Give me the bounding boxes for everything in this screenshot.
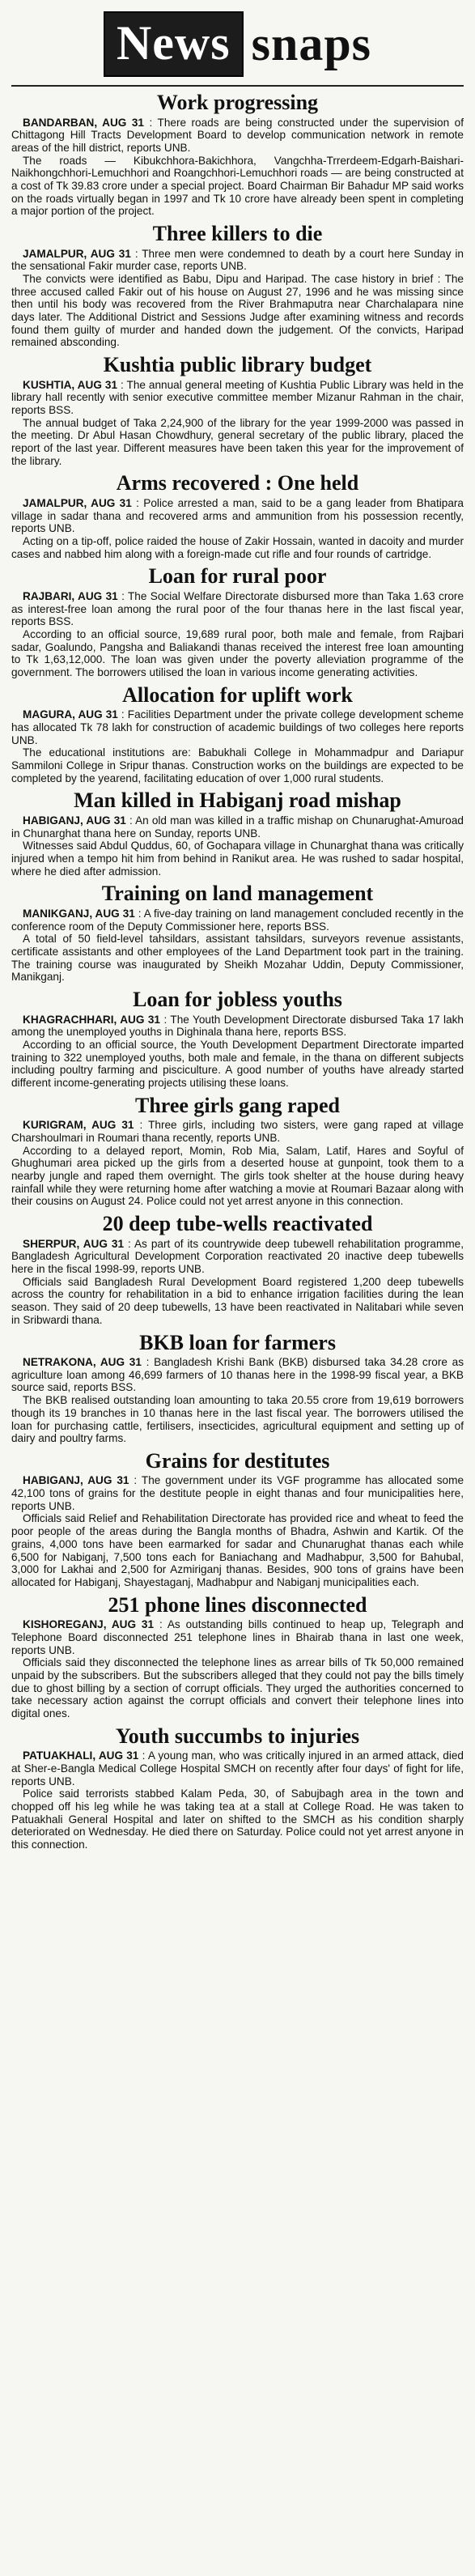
- story-headline: Man killed in Habiganj road mishap: [74, 789, 401, 813]
- story-headline: Youth succumbs to injuries: [115, 1724, 360, 1748]
- story-paragraph: According to an official source, the Youth Development Department Directorate imparted training to 322 unemployed youths, both male and female, in the thana on different subjects including poultry farming and pisciculture. A good number of youths have already started different income-generating projects utilising these loans.: [11, 1039, 464, 1090]
- story-headline: Grains for destitutes: [145, 1448, 330, 1473]
- story-paragraph: SHERPUR, AUG 31 : As part of its countrywide deep tubewell rehabilitation programme, Bangladesh Agricultural Development Corporation reactivated 20 inactive deep tubewells here in the fiscal 1998-99, reports UNB.: [11, 1237, 464, 1276]
- story-paragraph: Officials said they disconnected the telephone lines as arrear bills of Tk 50,000 remained unpaid by the subscribers. But the subscribers alleged that they could not pay the bills timely due to ghost billing by a section of corrupt officials. They urged the authorities concerned to take necessary action against the corrupt officials and convert their telephone lines into digital ones.: [11, 1656, 464, 1719]
- news-story: [11, 1725, 464, 1851]
- story-paragraph: Officials said Relief and Rehabilitation Directorate has provided rice and wheat to feed the poor people of the areas during the Bangla months of Bhadra, Ashwin and Kartik. Of the grains, 4,000 tons have been earmarked for sadar and Chunarughat thanas each while 6,500 for Nabiganj, 7,500 tons each for Baniachang and Madhabpur, 3,500 for Bahubal, 3,000 for Lakhai and 2,500 for Azmiriganj thanas. Besides, 900 tons of grains have been allocated for Habiganj, Shayestaganj, Madhabpur and Nabiganj municipalities each.: [11, 1512, 464, 1588]
- story-headline: 20 deep tube-wells reactivated: [102, 1212, 373, 1236]
- story-headline: Work progressing: [156, 91, 319, 114]
- news-story: [11, 1450, 464, 1589]
- story-lead-text: Bangladesh Krishi Bank (BKB) disbursed taka 34.28 crore as agriculture loan among 46,699 farmers of 10 thanas here in the 1998-99 fiscal year, a BKB source said, reports BSS.: [11, 1356, 464, 1394]
- story-lead-text: The government under its VGF programme has allocated some 42,100 tons of grains for the destitute people in eight thanas and four municipalities here, reports UNB.: [11, 1474, 464, 1512]
- story-paragraph: According to a delayed report, Momin, Rob Mia, Salam, Latif, Hares and Soyful of Ghughumari area picked up the girls from a deserted house at gunpoint, took them to a nearby jungle and raped them overnight. The girls took shelter at the house during heavy rainfall while they were returning home after watching a movie at Roumari Bazaar along with their cousins on August 24. Police could not yet arrest anyone in this connection.: [11, 1144, 464, 1208]
- story-paragraph: Acting on a tip-off, police raided the house of Zakir Hossain, wanted in dacoity and murder cases and nabbed him along with a foreign-made cut rifle and four rounds of cartridge.: [11, 535, 464, 560]
- news-story: [11, 354, 464, 467]
- story-paragraph: A total of 50 field-level tahsildars, assistant tahsildars, surveyors revenue assistants, certificate assistants and other employees of the Land Department took part in the training. The training course was inaugurated by Sheikh Mozahar Uddin, Deputy Commissioner, Manikganj.: [11, 933, 464, 984]
- news-story: [11, 1095, 464, 1208]
- story-dateline: SHERPUR, AUG 31: [23, 1237, 125, 1250]
- story-paragraph: Officials said Bangladesh Rural Development Board registered 1,200 deep tubewells across the country for rehabilitation in a bid to enhance irrigation facilities during the lean season. They said of 20 deep tubewells, 13 have been reactivated in Nalitabari while seven in Sribwardi thana.: [11, 1275, 464, 1326]
- story-headline: Loan for rural poor: [148, 564, 327, 589]
- story-lead-text: As part of its countrywide deep tubewell rehabilitation programme, Bangladesh Agricultural Development Corporation reactivated 20 inactive deep tubewells here in the fiscal 1998-99, reports UNB.: [11, 1237, 464, 1276]
- masthead-title-news: News: [116, 16, 231, 70]
- story-headline: Arms recovered : One held: [116, 471, 359, 495]
- news-story: [11, 684, 464, 785]
- story-headline: Loan for jobless youths: [133, 988, 342, 1012]
- story-paragraph: HABIGANJ, AUG 31 : The government under its VGF programme has allocated some 42,100 tons of grains for the destitute people in eight thanas and four municipalities here, reports UNB.: [11, 1474, 464, 1512]
- masthead-title-snaps: snaps: [251, 17, 372, 70]
- story-headline: Training on land management: [101, 882, 374, 906]
- story-dateline: HABIGANJ, AUG 31: [23, 1474, 129, 1487]
- story-dateline: RAJBARI, AUG 31: [23, 589, 118, 602]
- story-dateline: JAMALPUR, AUG 31: [23, 247, 131, 260]
- story-paragraph: JAMALPUR, AUG 31 : Police arrested a man, said to be a gang leader from Bhatipara village in sadar thana and recovered arms and ammunition from his possession recently, reports UNB.: [11, 497, 464, 535]
- news-story: [11, 1213, 464, 1326]
- story-dateline: BANDARBAN, AUG 31: [23, 116, 144, 129]
- story-paragraph: Police said terrorists stabbed Kalam Peda, 30, of Sabujbagh area in the town and chopped off his leg while he was taking tea at a stall at College Road. He was taken to Patuakhali General Hospital and later on shifted to the SMCH as his condition sharply deteriorated on Wednesday. He died there on Saturday. Police could not yet arrest anyone in this connection.: [11, 1787, 464, 1851]
- story-lead-text: Three men were condemned to death by a court here Sunday in the sensational Fakir murder case, reports UNB.: [11, 247, 464, 273]
- story-lead-text: There roads are being constructed under the supervision of Chittagong Hill Tracts Development Board to develop communication network in remote areas of the hill district, reports UNB.: [11, 116, 464, 154]
- story-dateline: KISHOREGANJ, AUG 31: [23, 1618, 155, 1631]
- story-paragraph: KUSHTIA, AUG 31 : The annual general meeting of Kushtia Public Library was held in the library hall recently with senior executive committee member Mizanur Rahman in the chair, reports BSS.: [11, 378, 464, 417]
- story-headline: BKB loan for farmers: [139, 1330, 336, 1354]
- story-lead-text: As outstanding bills continued to heap up, Telegraph and Telephone Board disconnected 251 telephone lines in Bhairab thana in last one week, reports UNB.: [11, 1618, 464, 1656]
- masthead-box: [104, 11, 244, 77]
- story-headline: Three killers to die: [152, 222, 323, 246]
- story-dateline: JAMALPUR, AUG 31: [23, 497, 132, 509]
- masthead: [11, 11, 464, 77]
- story-dateline: KURIGRAM, AUG 31: [23, 1119, 134, 1132]
- story-paragraph: Witnesses said Abdul Quddus, 60, of Gochapara village in Chunarghat thana was critically injured when a tempo hit him from behind in Ranikut area. He was rushed to sadar hospital, where he died after admission.: [11, 840, 464, 878]
- story-paragraph: The BKB realised outstanding loan amounting to taka 20.55 crore from 19,619 borrowers though its 19 branches in 10 thanas here in the last fiscal year. The borrowers utilised the loan for purchasing cattle, fertilisers, insecticides, agricultural equipment and setting up of dairy and poultry farms.: [11, 1394, 464, 1445]
- story-lead-text: A five-day training on land management concluded recently in the conference room of the Deputy Commissioner here, reports BSS.: [11, 908, 464, 933]
- story-lead-text: An old man was killed in a traffic mishap on Chunarughat-Amuroad in Chunarghat thana here on Sunday, reports UNB.: [11, 814, 464, 840]
- news-story: [11, 789, 464, 878]
- story-headline: Allocation for uplift work: [122, 682, 353, 707]
- story-paragraph: BANDARBAN, AUG 31 : There roads are being constructed under the supervision of Chittagong Hill Tracts Development Board to develop communication network in remote areas of the hill district, reports UNB.: [11, 116, 464, 154]
- story-dateline: MANIKGANJ, AUG 31: [23, 908, 135, 920]
- story-lead-text: Three girls, including two sisters, were gang raped at village Charshoulmari in Roumari thana recently, reports UNB.: [11, 1119, 464, 1145]
- story-paragraph: HABIGANJ, AUG 31 : An old man was killed in a traffic mishap on Chunarughat-Amuroad in Chunarghat thana here on Sunday, reports UNB.: [11, 814, 464, 840]
- story-paragraph: NETRAKONA, AUG 31 : Bangladesh Krishi Bank (BKB) disbursed taka 34.28 crore as agriculture loan among 46,699 farmers of 10 thanas here in the 1998-99 fiscal year, a BKB source said, reports BSS.: [11, 1356, 464, 1394]
- story-paragraph: The convicts were identified as Babu, Dipu and Haripad. The case history in brief : The three accused called Fakir out of his house on August 27, 1996 and he was missing since then until his body was recovered from the River Brahmaputra near Charchalapara nine days later. The Additional District and Sessions Judge after examining witness and records found them guilty of murder and handed down the judgement. Of the convicts, Haripad remained absconding.: [11, 272, 464, 349]
- story-paragraph: KURIGRAM, AUG 31 : Three girls, including two sisters, were gang raped at village Charshoulmari in Roumari thana recently, reports UNB.: [11, 1119, 464, 1145]
- story-paragraph: According to an official source, 19,689 rural poor, both male and female, from Rajbari sadar, Goalundo, Pangsha and Baliakandi thanas received the interest free loan amounting to Tk 1,63,12,000. The loan was given under the poverty alleviation programme of the government. The borrowers utilised the loan in various income generating activities.: [11, 628, 464, 679]
- news-story: [11, 1594, 464, 1720]
- story-headline: 251 phone lines disconnected: [108, 1592, 367, 1617]
- news-page: [11, 0, 464, 1866]
- news-story: [11, 988, 464, 1090]
- story-dateline: HABIGANJ, AUG 31: [23, 814, 126, 827]
- story-lead-text: The Social Welfare Directorate disbursed more than Taka 1.63 crore as interest-free loan among the rural poor of the four thanas here in the last fiscal year, reports BSS.: [11, 589, 464, 628]
- story-lead-text: Facilities Department under the private college development scheme has allocated Tk 78 lakh for construction of academic buildings of two colleges here reports UNB.: [11, 708, 464, 746]
- story-paragraph: PATUAKHALI, AUG 31 : A young man, who was critically injured in an armed attack, died at Sher-e-Bangla Medical College Hospital SMCH on recently after four days' of fight for life, reports UNB.: [11, 1749, 464, 1787]
- story-dateline: KHAGRACHHARI, AUG 31: [23, 1013, 160, 1026]
- masthead-rule: [11, 85, 464, 87]
- story-lead-text: A young man, who was critically injured in an armed attack, died at Sher-e-Bangla Medical College Hospital SMCH on recently after four days' of fight for life, reports UNB.: [11, 1749, 464, 1787]
- news-story: [11, 472, 464, 560]
- story-paragraph: KISHOREGANJ, AUG 31 : As outstanding bills continued to heap up, Telegraph and Telephone Board disconnected 251 telephone lines in Bhairab thana in last one week, reports UNB.: [11, 1618, 464, 1656]
- story-dateline: KUSHTIA, AUG 31: [23, 378, 117, 391]
- story-headline: Kushtia public library budget: [103, 353, 372, 377]
- news-story: [11, 223, 464, 349]
- story-lead-text: Police arrested a man, said to be a gang leader from Bhatipara village in sadar thana and recovered arms and ammunition from his possession recently, reports UNB.: [11, 497, 464, 535]
- story-paragraph: RAJBARI, AUG 31 : The Social Welfare Directorate disbursed more than Taka 1.63 crore as interest-free loan among the rural poor of the four thanas here in the last fiscal year, reports BSS.: [11, 589, 464, 628]
- news-story: [11, 882, 464, 984]
- story-paragraph: The annual budget of Taka 2,24,900 of the library for the year 1999-2000 was passed in the meeting. Dr Abul Hasan Chowdhury, general secretary of the public library, placed the report of the last year. Different measures have been taken this year for the improvement of the library.: [11, 416, 464, 467]
- story-paragraph: The roads — Kibukchhora-Bakichhora, Vangchha-Trrerdeem-Edgarh-Baishari-Naikhongchhori-Lemuchhori and Roangchhori-Lemuchhori roads — are being constructed at a cost of Tk 39.83 crore under a special project. Board Chairman Bir Bahadur MP said works on the roads virtually began in 1997 and Tk 10 crore have already been spent in completing a major portion of the project.: [11, 154, 464, 218]
- story-paragraph: JAMALPUR, AUG 31 : Three men were condemned to death by a court here Sunday in the sensational Fakir murder case, reports UNB.: [11, 247, 464, 273]
- story-dateline: PATUAKHALI, AUG 31: [23, 1749, 139, 1762]
- story-paragraph: MANIKGANJ, AUG 31 : A five-day training on land management concluded recently in the conference room of the Deputy Commissioner here, reports BSS.: [11, 908, 464, 933]
- stories-column: [11, 91, 464, 1851]
- story-paragraph: The educational institutions are: Babukhali College in Mohammadpur and Dariapur Sammiloni College in Sripur thanas. Construction works on the buildings are expected to be completed by the yearend, facilitating education of over 1,000 rural students.: [11, 746, 464, 784]
- news-story: [11, 91, 464, 218]
- news-story: [11, 565, 464, 678]
- story-dateline: NETRAKONA, AUG 31: [23, 1356, 142, 1369]
- story-paragraph: MAGURA, AUG 31 : Facilities Department under the private college development scheme has allocated Tk 78 lakh for construction of academic buildings of two colleges here reports UNB.: [11, 708, 464, 746]
- story-lead-text: The Youth Development Directorate disbursed Taka 17 lakh among the unemployed youths in Dighinala thana here, reports BSS.: [11, 1013, 464, 1039]
- story-headline: Three girls gang raped: [134, 1093, 341, 1117]
- story-lead-text: The annual general meeting of Kushtia Public Library was held in the library hall recently with senior executive committee member Mizanur Rahman in the chair, reports BSS.: [11, 378, 464, 417]
- news-story: [11, 1332, 464, 1445]
- story-paragraph: KHAGRACHHARI, AUG 31 : The Youth Development Directorate disbursed Taka 17 lakh among the unemployed youths in Dighinala thana here, reports BSS.: [11, 1013, 464, 1039]
- story-dateline: MAGURA, AUG 31: [23, 708, 118, 721]
